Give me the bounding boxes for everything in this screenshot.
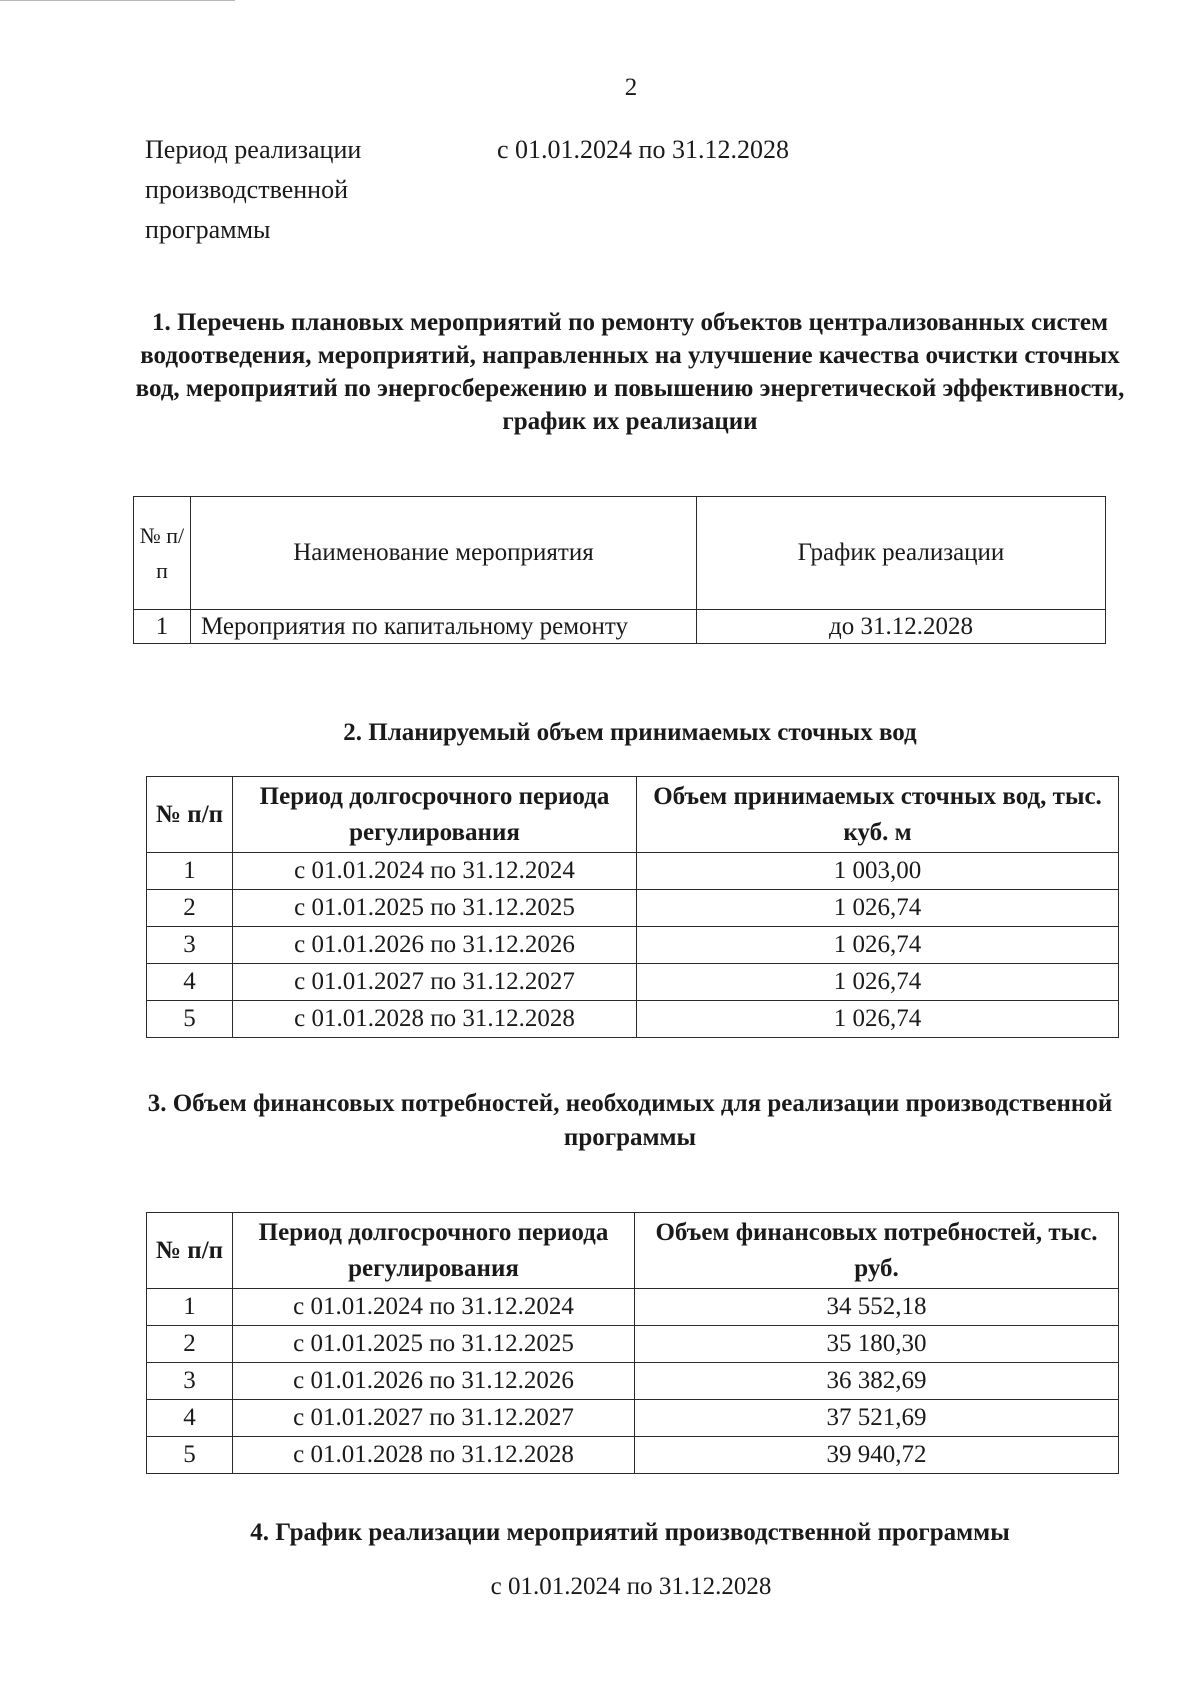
section4-heading: 4. График реализации мероприятий производственной программы [250,1519,1010,1546]
column-header-volume: Объем принимаемых сточных вод, тыс. куб. м [637,777,1119,853]
column-header-financial-volume: Объем финансовых потребностей, тыс. руб. [635,1213,1119,1289]
section3-heading: 3. Объем финансовых потребностей, необходимых для реализации производственной программы [147,1090,1113,1151]
wastewater-volume-table [146,776,1119,1038]
cell-volume: 1 026,74 [637,1001,1119,1038]
cell-period: с 01.01.2025 по 31.12.2025 [233,890,637,927]
cell-schedule: до 31.12.2028 [697,610,1106,644]
cell-period: с 01.01.2028 по 31.12.2028 [233,1001,637,1038]
cell-financial-volume: 34 552,18 [635,1289,1119,1326]
page-number: 2 [624,74,638,101]
cell-num: 2 [147,890,233,927]
program-period-value: с 01.01.2024 по 31.12.2028 [497,135,789,164]
table-row [147,890,1119,927]
table-row [147,853,1119,890]
table-row [147,1437,1119,1474]
column-header-num: № п/ п [134,497,191,610]
table-row [147,1001,1119,1038]
column-header-num: № п/п [147,1213,233,1289]
table-header-row [134,497,1106,610]
cell-volume: 1 026,74 [637,964,1119,1001]
cell-num: 5 [147,1001,233,1038]
column-header-activity-name: Наименование мероприятия [191,497,697,610]
cell-volume: 1 026,74 [637,927,1119,964]
section4-period: с 01.01.2024 по 31.12.2028 [490,1573,772,1600]
cell-volume: 1 026,74 [637,890,1119,927]
table-header-row [147,777,1119,853]
cell-period: с 01.01.2026 по 31.12.2026 [233,1363,635,1400]
cell-period: с 01.01.2024 по 31.12.2024 [233,1289,635,1326]
cell-financial-volume: 35 180,30 [635,1326,1119,1363]
cell-num: 3 [147,1363,233,1400]
cell-num: 3 [147,927,233,964]
cell-num: 1 [134,610,191,644]
cell-num: 4 [147,1400,233,1437]
column-header-period: Период долгосрочного периода регулирования [233,777,637,853]
cell-num: 4 [147,964,233,1001]
section2-heading: 2. Планируемый объем принимаемых сточных вод [343,719,917,746]
cell-period: с 01.01.2027 по 31.12.2027 [233,964,637,1001]
table-row [134,610,1106,644]
column-header-num: № п/п [147,777,233,853]
cell-period: с 01.01.2024 по 31.12.2024 [233,853,637,890]
scan-edge-line [0,0,235,1]
table-row [147,1400,1119,1437]
table-row [147,1326,1119,1363]
cell-period: с 01.01.2026 по 31.12.2026 [233,927,637,964]
cell-activity-name: Мероприятия по капитальному ремонту [191,610,697,644]
table-header-row [147,1213,1119,1289]
column-header-period: Период долгосрочного периода регулирования [233,1213,635,1289]
column-header-schedule: График реализации [697,497,1106,610]
table-row [147,927,1119,964]
cell-num: 1 [147,1289,233,1326]
section1-heading: 1. Перечень плановых мероприятий по ремонту объектов централизованных систем водоотведения, мероприятий, направленных на улучшение качества очистки сточных вод, мероприятий по энергосбережению и повышению энергетической эффективности, график их реализации [135,309,1125,435]
cell-period: с 01.01.2028 по 31.12.2028 [233,1437,635,1474]
cell-financial-volume: 37 521,69 [635,1400,1119,1437]
cell-period: с 01.01.2027 по 31.12.2027 [233,1400,635,1437]
cell-num: 2 [147,1326,233,1363]
cell-period: с 01.01.2025 по 31.12.2025 [233,1326,635,1363]
cell-financial-volume: 36 382,69 [635,1363,1119,1400]
table-row [147,964,1119,1001]
activities-table [133,496,1106,644]
financial-needs-table [146,1212,1119,1474]
cell-financial-volume: 39 940,72 [635,1437,1119,1474]
cell-num: 1 [147,853,233,890]
cell-num: 5 [147,1437,233,1474]
table-row [147,1289,1119,1326]
program-period-label: Период реализации производственной программы [145,135,362,244]
table-row [147,1363,1119,1400]
cell-volume: 1 003,00 [637,853,1119,890]
